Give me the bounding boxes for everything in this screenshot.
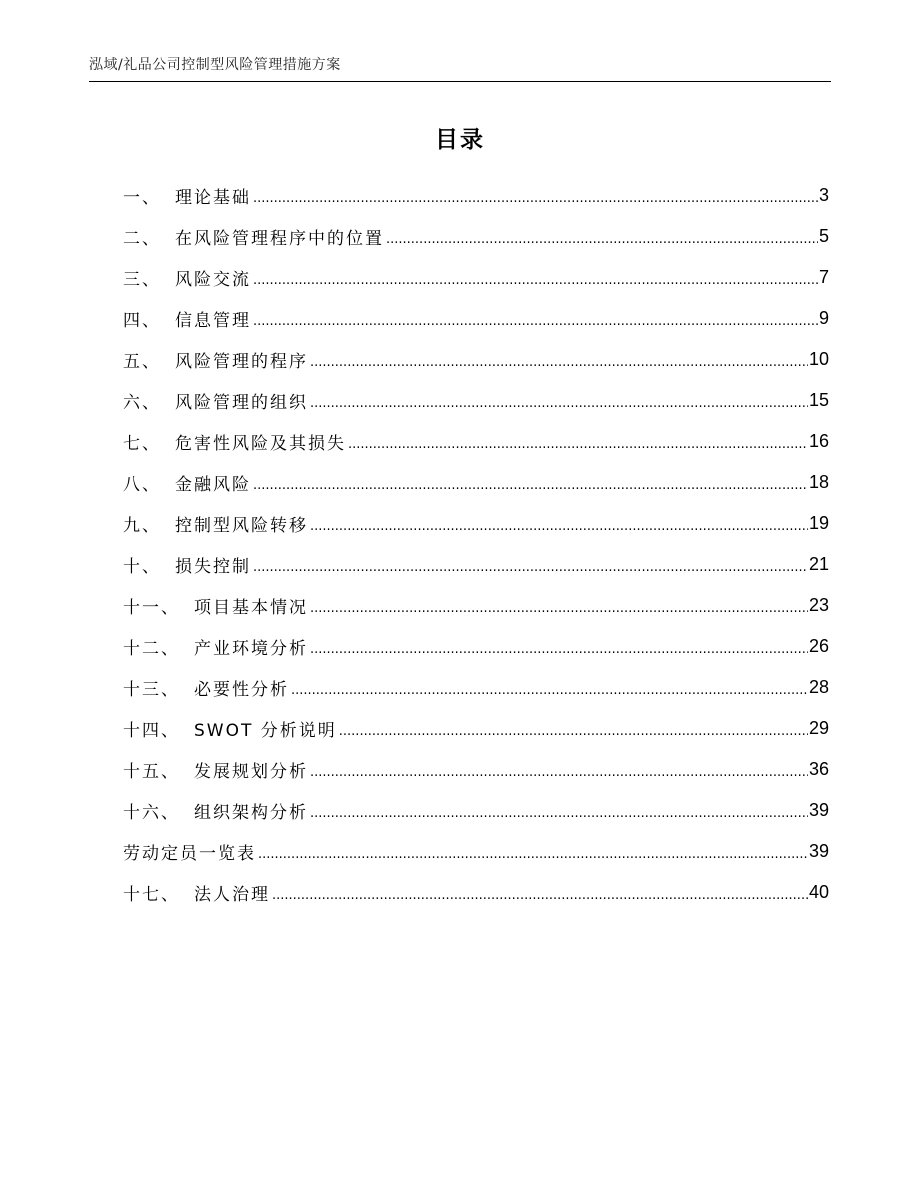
toc-entry[interactable] — [123, 175, 829, 216]
toc-entry-label: 法人治理 — [194, 885, 270, 905]
toc-dot-leader — [310, 391, 808, 410]
toc-entry[interactable] — [123, 257, 829, 298]
toc-entry[interactable] — [123, 667, 829, 708]
toc-entry-page-number: 28 — [808, 677, 829, 697]
toc-entry-label: 理论基础 — [175, 188, 251, 208]
toc-entry-number: 二、 — [123, 229, 161, 249]
toc-dot-leader — [339, 719, 808, 738]
toc-entry-number: 三、 — [123, 270, 161, 290]
toc-entry-label: 产业环境分析 — [194, 639, 308, 659]
toc-dot-leader — [310, 350, 808, 369]
toc-entry[interactable] — [123, 708, 829, 749]
toc-entry-number: 十六、 — [123, 803, 180, 823]
toc-entry-page-number: 5 — [818, 226, 829, 246]
table-of-contents — [123, 175, 829, 913]
toc-dot-leader — [258, 842, 808, 861]
toc-entry-number: 十四、 — [123, 721, 180, 741]
toc-entry-page-number: 36 — [808, 759, 829, 779]
toc-entry-label: 信息管理 — [175, 311, 251, 331]
toc-entry[interactable] — [123, 749, 829, 790]
toc-dot-leader — [253, 555, 808, 574]
toc-entry-number: 六、 — [123, 393, 161, 413]
toc-entry-label: 必要性分析 — [194, 680, 289, 700]
toc-entry-label: 损失控制 — [175, 557, 251, 577]
toc-entry-number: 十五、 — [123, 762, 180, 782]
toc-entry-number: 十三、 — [123, 680, 180, 700]
toc-entry-page-number: 39 — [808, 841, 829, 861]
toc-entry[interactable] — [123, 872, 829, 913]
toc-entry-page-number: 39 — [808, 800, 829, 820]
toc-entry[interactable] — [123, 503, 829, 544]
toc-entry-number: 四、 — [123, 311, 161, 331]
toc-entry-page-number: 18 — [808, 472, 829, 492]
toc-entry-page-number: 7 — [818, 267, 829, 287]
toc-entry-page-number: 26 — [808, 636, 829, 656]
toc-entry[interactable] — [123, 585, 829, 626]
toc-entry-page-number: 29 — [808, 718, 829, 738]
toc-entry-page-number: 16 — [808, 431, 829, 451]
toc-entry-number: 八、 — [123, 475, 161, 495]
running-header: 泓域/礼品公司控制型风险管理措施方案 — [89, 57, 341, 73]
toc-dot-leader — [310, 514, 808, 533]
toc-entry-number: 七、 — [123, 434, 161, 454]
toc-entry-number: 十、 — [123, 557, 161, 577]
toc-entry[interactable] — [123, 421, 829, 462]
toc-entry-page-number: 21 — [808, 554, 829, 574]
toc-entry-label: 控制型风险转移 — [175, 516, 308, 536]
toc-entry-label: 风险交流 — [175, 270, 251, 290]
toc-entry-label: 组织架构分析 — [194, 803, 308, 823]
toc-entry-page-number: 10 — [808, 349, 829, 369]
toc-dot-leader — [310, 760, 808, 779]
toc-dot-leader — [310, 801, 808, 820]
toc-entry-page-number: 23 — [808, 595, 829, 615]
toc-entry[interactable] — [123, 380, 829, 421]
header-divider — [89, 81, 831, 82]
toc-entry-number: 十二、 — [123, 639, 180, 659]
toc-entry-label: 劳动定员一览表 — [123, 844, 256, 864]
toc-entry-label: 危害性风险及其损失 — [175, 434, 346, 454]
toc-dot-leader — [386, 227, 818, 246]
toc-dot-leader — [272, 883, 808, 902]
toc-dot-leader — [348, 432, 808, 451]
toc-entry-label: SWOT 分析说明 — [194, 721, 337, 741]
toc-entry-label: 项目基本情况 — [194, 598, 308, 618]
toc-entry-number: 十一、 — [123, 598, 180, 618]
toc-entry-label: 风险管理的组织 — [175, 393, 308, 413]
toc-entry-page-number: 40 — [808, 882, 829, 902]
toc-entry-label: 金融风险 — [175, 475, 251, 495]
toc-entry[interactable] — [123, 298, 829, 339]
toc-entry[interactable] — [123, 216, 829, 257]
toc-entry[interactable] — [123, 831, 829, 872]
toc-entry-page-number: 19 — [808, 513, 829, 533]
toc-entry-page-number: 15 — [808, 390, 829, 410]
toc-entry-number: 五、 — [123, 352, 161, 372]
toc-entry[interactable] — [123, 790, 829, 831]
toc-dot-leader — [253, 186, 818, 205]
toc-dot-leader — [253, 309, 818, 328]
toc-entry[interactable] — [123, 626, 829, 667]
toc-title: 目录 — [435, 127, 485, 153]
toc-dot-leader — [253, 268, 818, 287]
toc-entry[interactable] — [123, 339, 829, 380]
toc-entry-number: 九、 — [123, 516, 161, 536]
toc-entry-label: 风险管理的程序 — [175, 352, 308, 372]
toc-dot-leader — [310, 637, 808, 656]
toc-dot-leader — [310, 596, 808, 615]
toc-entry-page-number: 9 — [818, 308, 829, 328]
toc-entry[interactable] — [123, 544, 829, 585]
toc-entry-label: 发展规划分析 — [194, 762, 308, 782]
toc-dot-leader — [291, 678, 808, 697]
toc-entry-number: 十七、 — [123, 885, 180, 905]
toc-entry-number: 一、 — [123, 188, 161, 208]
toc-dot-leader — [253, 473, 808, 492]
toc-entry-page-number: 3 — [818, 185, 829, 205]
toc-entry[interactable] — [123, 462, 829, 503]
toc-entry-label: 在风险管理程序中的位置 — [175, 229, 384, 249]
